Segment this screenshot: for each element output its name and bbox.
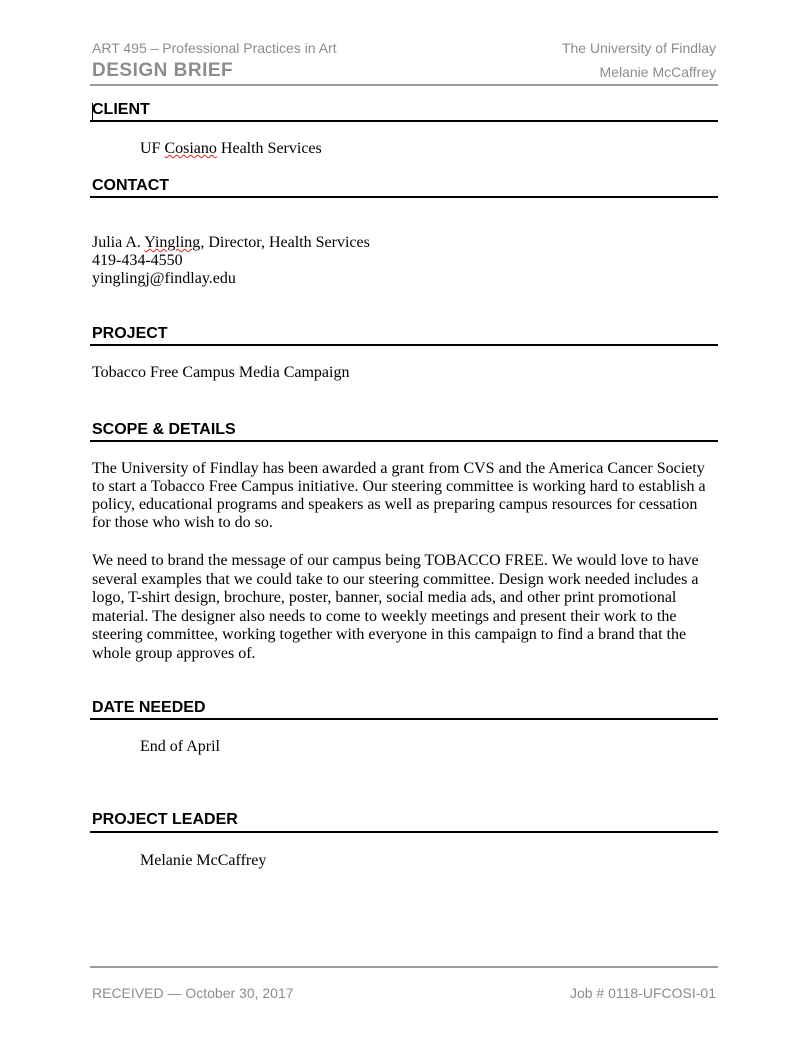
text-line: logo, T-shirt design, brochure, poster, banner, social media ads, and other print promotional [92,589,677,607]
text-line: The University of Findlay has been awarded a grant from CVS and the America Cancer Society [92,460,705,477]
footer-divider [90,966,718,968]
scope-heading: SCOPE & DETAILS [92,421,236,438]
text-line: several examples that we could take to our steering committee. Design work needed includes a [92,570,699,588]
course-title: ART 495 – Professional Practices in Art [92,40,337,56]
text-line: for those who wish to do so. [92,514,273,531]
text-line: to start a Tobacco Free Campus initiative. Our steering committee is working hard to establish a [92,478,706,495]
contact-email[interactable]: yinglingj@findlay.edu [92,270,236,287]
text-line: policy, educational programs and speakers as well as preparing campus resources for cessation [92,496,698,513]
date-needed-value[interactable]: End of April [140,738,220,755]
header-divider [90,84,718,86]
scope-paragraph-1[interactable] [92,460,718,532]
spelling-flagged-word[interactable]: Cosiano [164,140,217,157]
project-leader-divider [90,831,718,833]
contact-name-prefix: Julia A. [92,234,145,251]
text-line: material. The designer also needs to come to weekly meetings and present their work to the [92,607,677,625]
author-name: Melanie McCaffrey [599,64,716,80]
project-heading: PROJECT [92,325,168,342]
text-line: We need to brand the message of our campus being TOBACCO FREE. We would love to have [92,552,699,569]
text-line: steering committee, working together with everyone in this campaign to find a brand that the [92,626,687,644]
project-value[interactable]: Tobacco Free Campus Media Campaign [92,364,350,381]
received-date: RECEIVED — October 30, 2017 [92,985,294,1001]
document-title: DESIGN BRIEF [92,60,234,81]
client-name[interactable] [140,140,322,158]
project-leader-heading: PROJECT LEADER [92,811,238,828]
date-needed-heading: DATE NEEDED [92,699,206,716]
contact-phone[interactable]: 419-434-4550 [92,252,183,269]
project-leader-value[interactable]: Melanie McCaffrey [140,852,267,869]
text-line: whole group approves of. [92,644,256,662]
scope-paragraph-2[interactable] [92,552,718,664]
client-heading: CLIENT [92,101,150,118]
scope-divider [90,440,718,442]
university-name: The University of Findlay [561,40,716,56]
contact-divider [90,196,718,198]
job-number: Job # 0118-UFCOSI-01 [569,985,716,1001]
contact-name-suffix: , Director, Health Services [200,234,370,251]
date-needed-divider [90,718,718,720]
spelling-flagged-word[interactable]: Yingling [144,234,201,251]
client-name-suffix: Health Services [216,140,322,157]
contact-heading: CONTACT [92,177,170,194]
project-divider [90,344,718,346]
client-name-prefix: UF [140,140,165,157]
contact-name[interactable] [92,234,370,252]
client-divider [90,120,718,122]
